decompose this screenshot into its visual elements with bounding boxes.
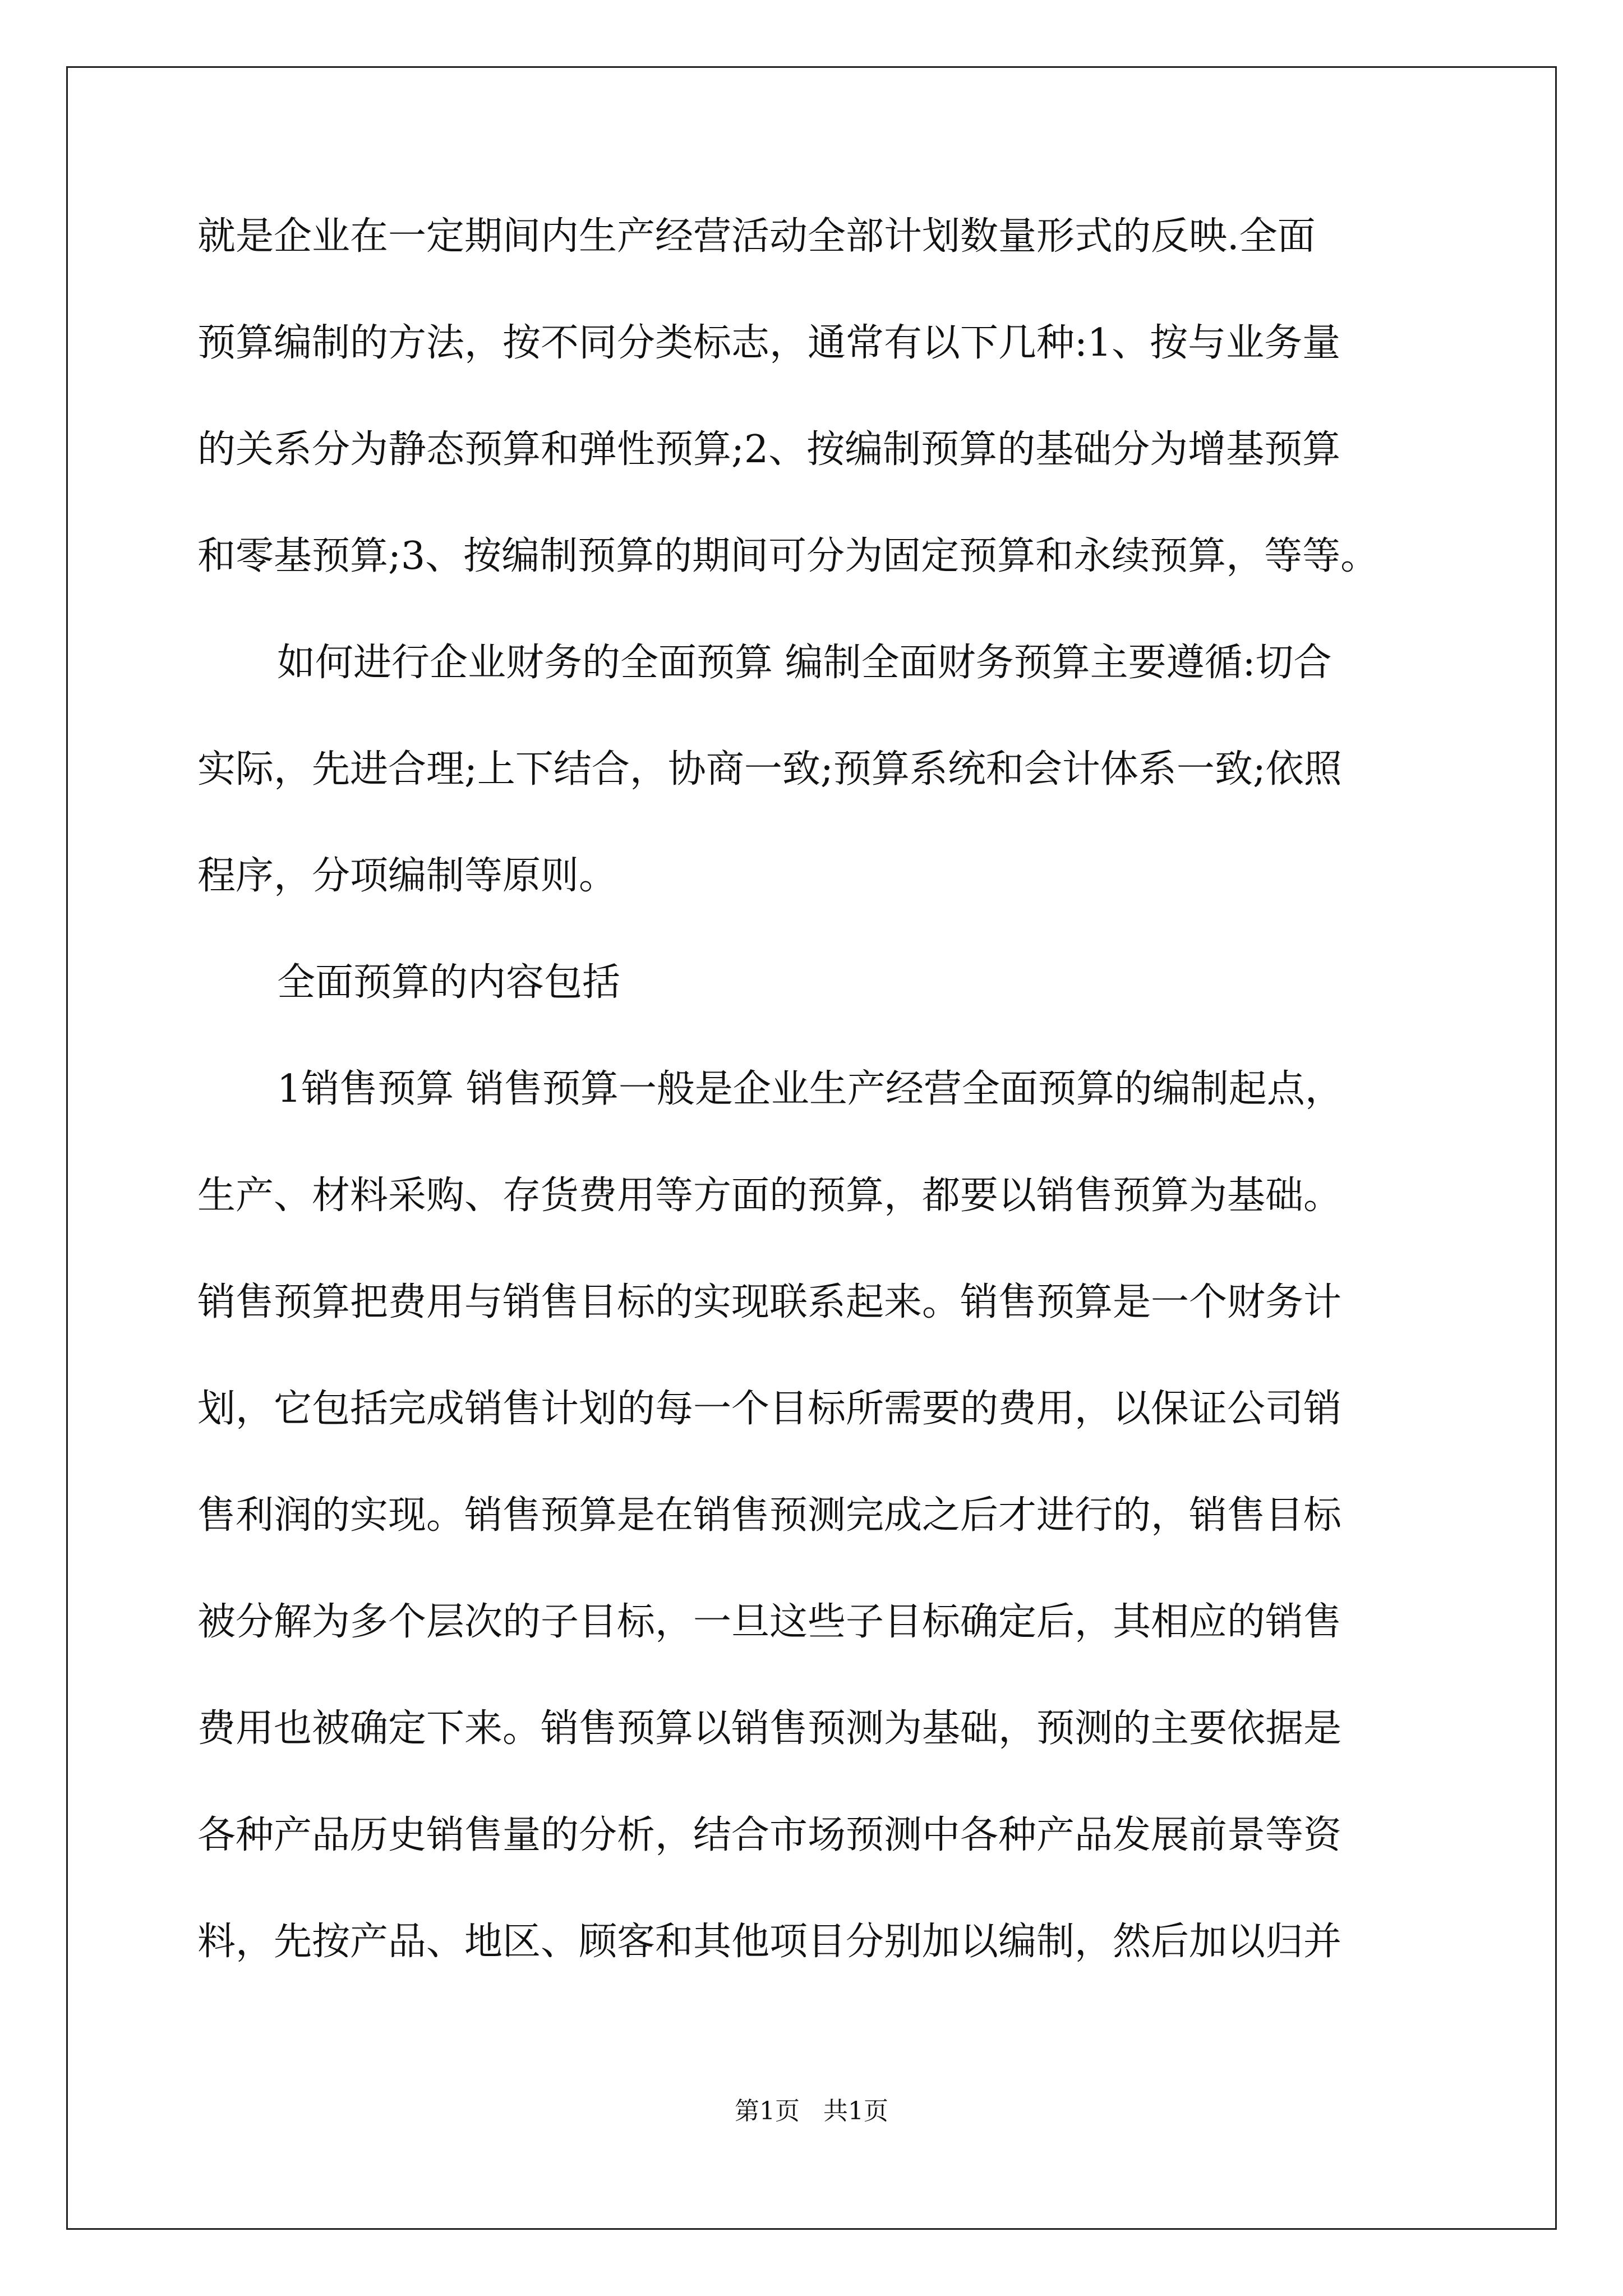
document-body	[197, 214, 1431, 2030]
paragraph-line: 被分解为多个层次的子目标，一旦这些子目标确定后，其相应的销售	[197, 1600, 1342, 1644]
paragraph-line: 料，先按产品、地区、顾客和其他项目分别加以编制，然后加以归并	[197, 1920, 1342, 1964]
paragraph-line: 就是企业在一定期间内生产经营活动全部计划数量形式的反映.全面	[197, 214, 1316, 259]
paragraph-line: 实际，先进合理;上下结合，协商一致;预算系统和会计体系一致;依照	[197, 747, 1342, 792]
section-heading: 全面预算的内容包括	[277, 960, 621, 1005]
page-footer	[0, 2099, 1623, 2124]
paragraph-line: 销售预算把费用与销售目标的实现联系起来。销售预算是一个财务计	[197, 1280, 1342, 1324]
current-page-number: 第1页	[735, 2097, 800, 2125]
paragraph-line: 的关系分为静态预算和弹性预算;2、按编制预算的基础分为增基预算	[197, 427, 1341, 472]
paragraph-line: 售利润的实现。销售预算是在销售预测完成之后才进行的，销售目标	[197, 1493, 1342, 1538]
paragraph-line: 1销售预算 销售预算一般是企业生产经营全面预算的编制起点，	[277, 1067, 1343, 1111]
paragraph-line: 程序，分项编制等原则。	[197, 854, 617, 898]
paragraph-line: 各种产品历史销售量的分析，结合市场预测中各种产品发展前景等资	[197, 1813, 1342, 1857]
paragraph-line: 划，它包括完成销售计划的每一个目标所需要的费用，以保证公司销	[197, 1387, 1342, 1431]
paragraph-line: 预算编制的方法，按不同分类标志，通常有以下几种:1、按与业务量	[197, 321, 1341, 365]
total-pages: 共1页	[823, 2097, 888, 2125]
paragraph-line: 如何进行企业财务的全面预算 编制全面财务预算主要遵循:切合	[277, 641, 1332, 685]
paragraph-line: 和零基预算;3、按编制预算的期间可分为固定预算和永续预算，等等。	[197, 534, 1379, 578]
paragraph-line: 费用也被确定下来。销售预算以销售预测为基础，预测的主要依据是	[197, 1706, 1342, 1751]
paragraph-line: 生产、材料采购、存货费用等方面的预算，都要以销售预算为基础。	[197, 1174, 1342, 1218]
